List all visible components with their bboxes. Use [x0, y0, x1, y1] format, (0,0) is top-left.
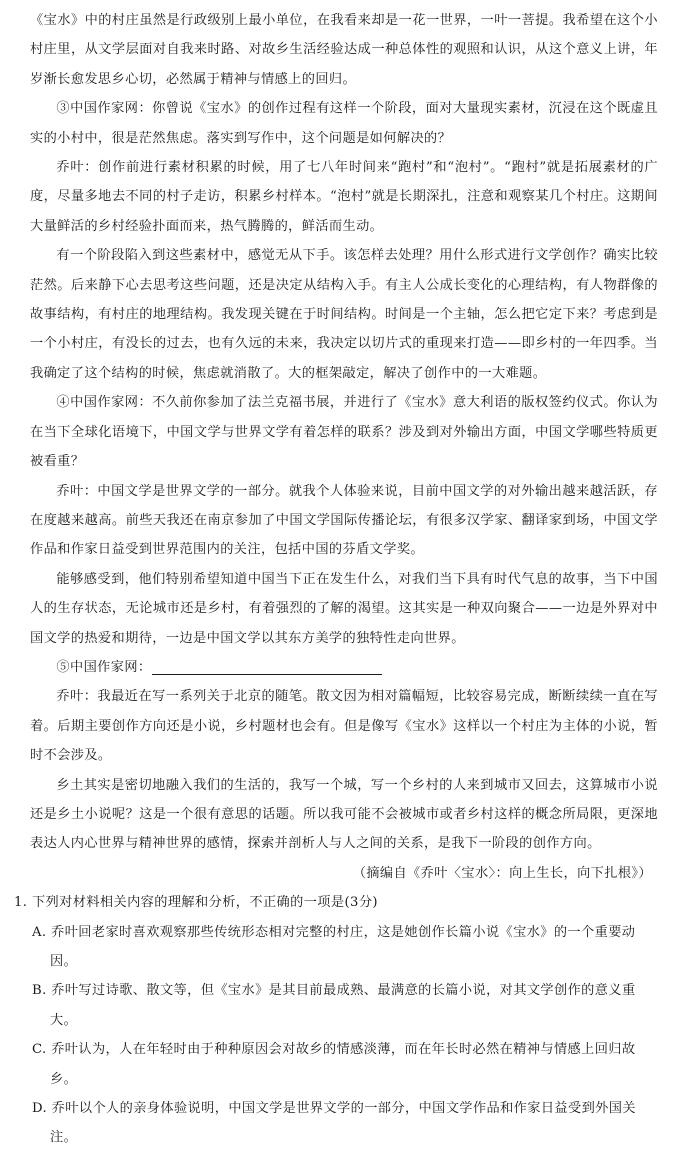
option-d[interactable]: D. 乔叶以个人的亲身体验说明，中国文学是世界文学的一部分，中国文学作品和作家日益受到外国关注。: [32, 1101, 636, 1146]
option-a[interactable]: A. 乔叶回老家时喜欢观察那些传统形态相对完整的村庄，这是她创作长篇小说《宝水》的一个重要动因。: [32, 924, 636, 969]
option-b[interactable]: B. 乔叶写过诗歌、散文等，但《宝水》是其目前最成熟、最满意的长篇小说，对其文学创作的意义重大。: [32, 983, 636, 1028]
answer-paragraph-5b: 乡土其实是密切地融入我们的生活的，我写一个城，写一个乡村的人来到城市又回去，这算城市小说还是乡土小说呢？这是一个很有意思的话题。所以我可能不会被城市或者乡村这样的概念所局限，更深地表达人内心世界与精神世界的感情，探索并剖析人与人之间的关系，是我下一阶段的创作方向。: [30, 777, 658, 852]
option-c[interactable]: C. 乔叶认为，人在年轻时由于种种原因会对故乡的情感淡薄，而在年长时必然在精神与情感上回归故乡。: [32, 1042, 636, 1087]
question-stem: 1. 下列对材料相关内容的理解和分析，不正确的一项是(3分): [14, 895, 378, 911]
answer-blank[interactable]: [152, 658, 382, 675]
answer-paragraph-5a: 乔叶：我最近在写一系列关于北京的随笔。散文因为相对篇幅短，比较容易完成，断断续续一直在写着。后期主要创作方向还是小说，乡村题材也会有。但是像写《宝水》这样以一个村庄为主体的小说，暂时不会涉及。: [30, 689, 658, 764]
answer-paragraph-4b: 能够感受到，他们特别希望知道中国当下正在发生什么，对我们当下具有时代气息的故事，当下中国人的生存状态，无论城市还是乡村，有着强烈的了解的渴望。这其实是一种双向聚合——一边是外界对中国文学的热爱和期待，一边是中国文学以其东方美学的独特性走向世界。: [30, 571, 658, 646]
interview-question-3: ③中国作家网：你曾说《宝水》的创作过程有这样一个阶段，面对大量现实素材，沉浸在这个既虚且实的小村中，很是茫然焦虑。落实到写作中，这个问题是如何解决的？: [30, 101, 658, 146]
interview-question-5: [30, 653, 658, 682]
answer-paragraph-4a: 乔叶：中国文学是世界文学的一部分。就我个人体验来说，目前中国文学的对外输出越来越活跃，存在度越来越高。前些天我还在南京参加了中国文学国际传播论坛，有很多汉学家、翻译家到场，中国文学作品和作家日益受到世界范围内的关注，包括中国的芬盾文学奖。: [30, 483, 658, 558]
question-5-prefix: ⑤中国作家网：: [56, 659, 152, 675]
answer-paragraph-3b: 有一个阶段陷入到这些素材中，感觉无从下手。该怎样去处理？用什么形式进行文学创作？确实比较茫然。后来静下心去思考这些问题，还是决定从结构入手。有主人公成长变化的心理结构，有人物群像的故事结构，有村庄的地理结构。我发现关键在于时间结构。时间是一个主轴，怎么把它定下来？考虑到是一个小村庄，有没长的过去，也有久远的未来，我决定以切片式的重现来打造——即乡村的一年四季。当我确定了这个结构的时候，焦虑就消散了。大的框架敲定，解决了创作中的一大难题。: [30, 248, 658, 381]
source-citation: （摘编自《乔叶〈宝水〉：向上生长，向下扎根》）: [352, 865, 652, 881]
passage-paragraph-1: 《宝水》中的村庄虽然是行政级别上最小单位，在我看来却是一花一世界，一叶一菩提。我希望在这个小村庄里，从文学层面对自我来时路、对故乡生活经验达成一种总体性的观照和认识，从这个意义上讲，年岁渐长愈发思乡心切，必然属于精神与情感上的回归。: [30, 13, 658, 87]
answer-paragraph-3a: 乔叶：创作前进行素材积累的时候，用了七八年时间来“跑村”和“泡村”。“跑村”就是拓展素材的广度，尽量多地去不同的村子走访，积累乡村样本。“泡村”就是长期深扎，注意和观察某几个村庄。这期间大量鲜活的乡村经验扑面而来，热气腾腾的，鲜活而生动。: [30, 160, 658, 234]
exam-page: [14, 6, 658, 1153]
interview-question-4: ④中国作家网：不久前你参加了法兰克福书展，并进行了《宝水》意大利语的版权签约仪式。你认为在当下全球化语境下，中国文学与世界文学有着怎样的联系？涉及到对外输出方面，中国文学哪些特质更被看重？: [30, 395, 658, 470]
